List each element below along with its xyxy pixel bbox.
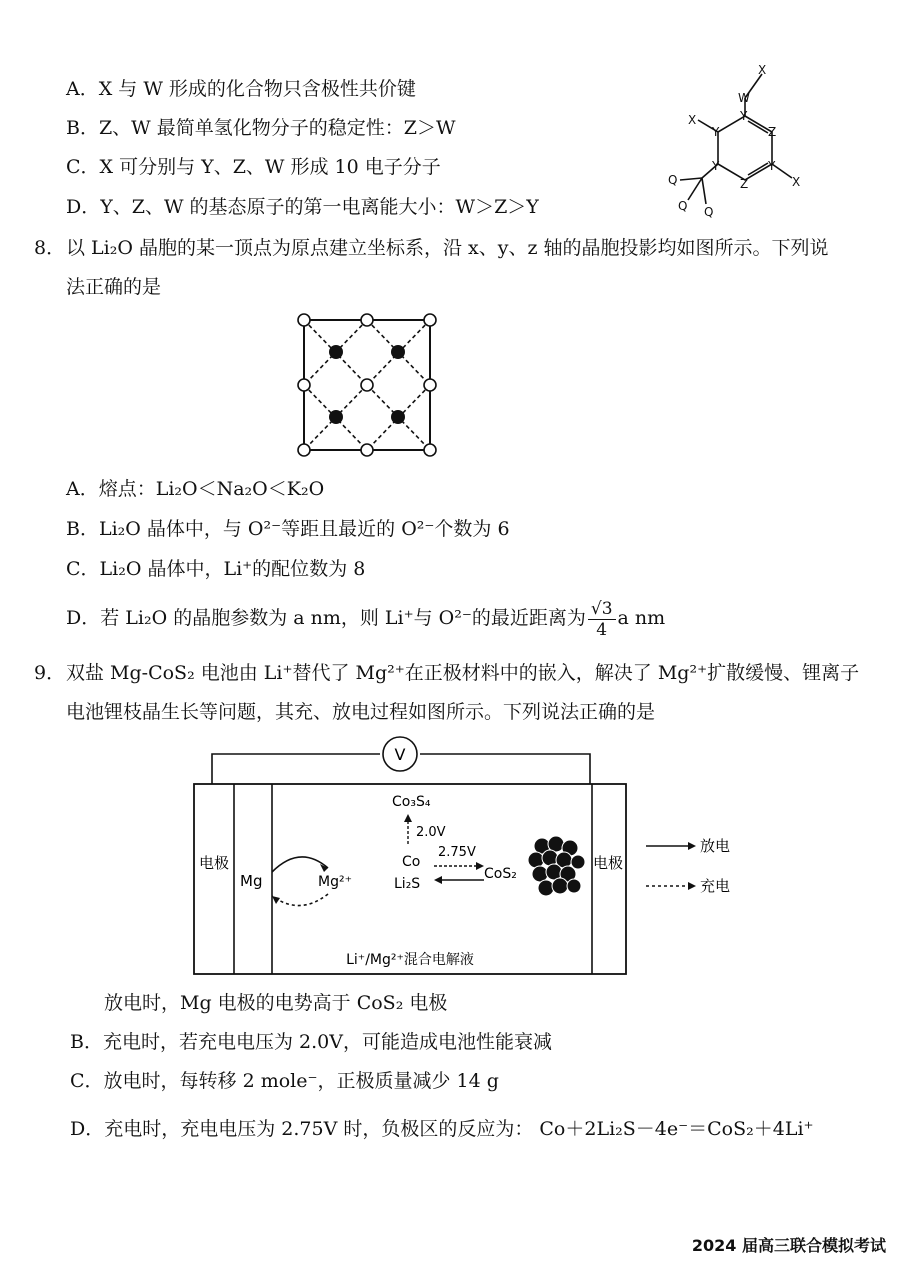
q8-option-a: A．熔点：Li₂O＜Na₂O＜K₂O <box>66 478 325 500</box>
q7-option-c: C．X 可分别与 Y、Z、W 形成 10 电子分子 <box>66 156 441 178</box>
q9-option-d: D．充电时，充电电压为 2.75V 时，负极区的反应为： Co＋2Li₂S－4e⁻＝CoS₂＋4Li⁺ <box>70 1118 814 1140</box>
q8-stem-line1: 以 Li₂O 晶胞的某一顶点为原点建立坐标系，沿 x、y、z 轴的晶胞投影均如图所示。下列说 <box>66 237 829 259</box>
q8-option-d: D．若 Li₂O 的晶胞参数为 a nm，则 Li⁺与 O²⁻的最近距离为 $\frac{√3}{4}$ a nm <box>66 598 666 640</box>
q9-stem-line1: 双盐 Mg-CoS₂ 电池由 Li⁺替代了 Mg²⁺在正极材料中的嵌入，解决了 Mg²⁺扩散缓慢、锂离子 <box>66 662 860 684</box>
reaction-equation: Co＋2Li₂S－4e⁻＝CoS₂＋4Li⁺ <box>539 1118 814 1140</box>
cos2-particles <box>528 836 585 896</box>
cos2-label: CoS₂ <box>484 866 517 882</box>
mg-ion-label: Mg²⁺ <box>318 874 352 890</box>
legend-charge: 充电 <box>700 877 731 895</box>
q8-crystal-projection <box>296 312 440 458</box>
atom-w: W <box>738 91 750 105</box>
q8-option-c: C．Li₂O 晶体中，Li⁺的配位数为 8 <box>66 558 366 580</box>
q7-option-a: A．X 与 W 形成的化合物只含极性共价键 <box>66 78 416 100</box>
legend-discharge: 放电 <box>700 837 731 855</box>
q8-number: 8． <box>34 237 66 259</box>
atom-q-2: Q <box>678 199 688 213</box>
q9-option-a: 放电时，Mg 电极的电势高于 CoS₂ 电极 <box>104 992 448 1014</box>
atom-x-left: X <box>688 113 697 127</box>
atom-x-top: X <box>758 63 767 77</box>
atom-y-2: Y <box>768 159 776 173</box>
q9-battery-diagram <box>180 734 760 984</box>
q9-option-b: B．充电时，若充电电压为 2.0V，可能造成电池性能衰减 <box>70 1031 552 1053</box>
voltage-2v: 2.0V <box>416 825 446 840</box>
q7-option-b: B．Z、W 最简单氢化物分子的稳定性：Z＞W <box>66 117 456 139</box>
q9-option-c: C．放电时，每转移 2 mole⁻，正极质量减少 14 g <box>70 1070 499 1092</box>
q7-option-d: D．Y、Z、W 的基态原子的第一电离能大小：W＞Z＞Y <box>66 196 539 218</box>
q9-stem-line2: 电池锂枝晶生长等问题，其充、放电过程如图所示。下列说法正确的是 <box>66 701 656 723</box>
page-footer: 2024 届高三联合模拟考试 <box>691 1236 886 1255</box>
co-label: Co <box>402 854 421 870</box>
atom-q-1: Q <box>668 173 678 187</box>
q8-stem-line2: 法正确的是 <box>66 276 162 298</box>
mg-label: Mg <box>240 872 263 890</box>
atom-q-3: Q <box>704 205 714 219</box>
atom-y-4: Y <box>712 125 720 139</box>
voltage-275v: 2.75V <box>438 845 476 860</box>
atom-y-1: Y <box>740 109 748 123</box>
atom-z-2: Z <box>740 177 749 191</box>
atom-z-1: Z <box>768 125 777 139</box>
q7-structure-figure <box>650 58 820 228</box>
li2s-label: Li₂S <box>394 876 421 892</box>
electrolyte-label: Li⁺/Mg²⁺混合电解液 <box>346 952 474 968</box>
right-electrode-label: 电极 <box>592 854 624 872</box>
q9-number: 9． <box>34 662 66 684</box>
fraction: $\frac{√3}{4}$ <box>588 599 616 640</box>
left-electrode-label: 电极 <box>198 854 230 872</box>
q8-option-b: B．Li₂O 晶体中，与 O²⁻等距且最近的 O²⁻个数为 6 <box>66 518 510 540</box>
atom-y-3: Y <box>712 159 720 173</box>
atom-x-right: X <box>792 175 801 189</box>
co3s4-label: Co₃S₄ <box>392 794 431 810</box>
voltmeter-label: V <box>394 745 406 764</box>
